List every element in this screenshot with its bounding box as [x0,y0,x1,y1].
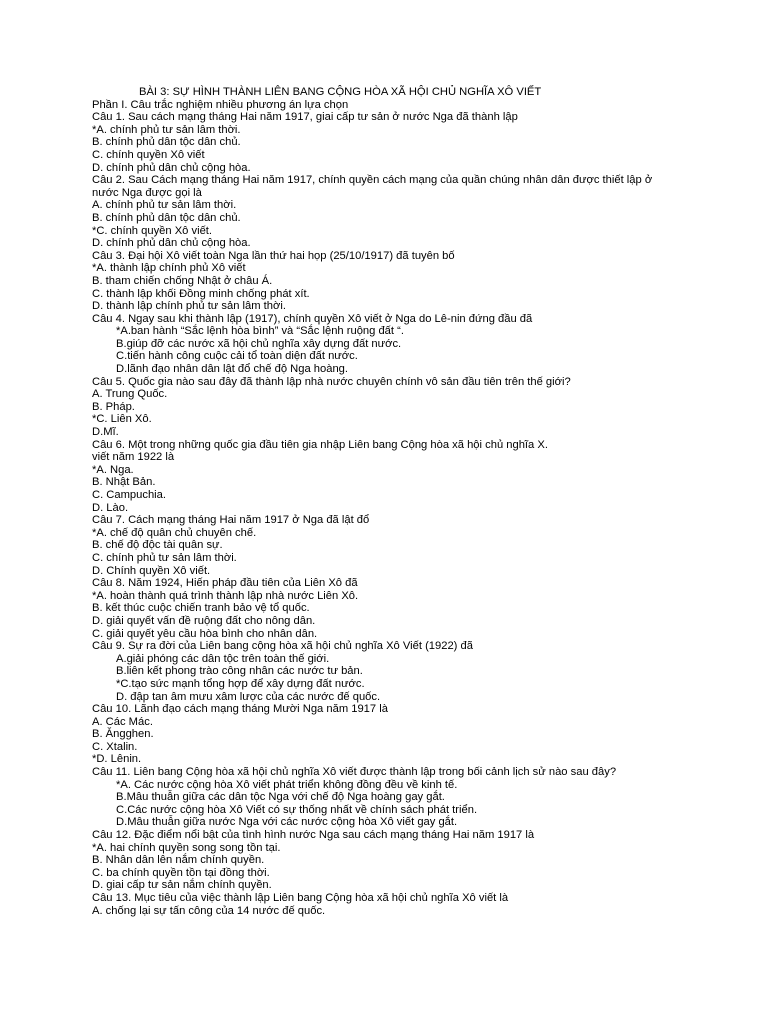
answer-line: D. giai cấp tư sản nắm chính quyền. [92,879,272,892]
answer-line: B.liên kết phong trào công nhân các nước tư bản. [116,665,363,678]
answer-line: B. Ăngghen. [92,728,154,741]
answer-line: *C. Liên Xô. [92,413,152,426]
answer-line: A. Các Mác. [92,715,153,728]
section-heading: Phần I. Câu trắc nghiệm nhiều phương án lựa chọn [92,98,349,111]
answer-line: B. tham chiến chống Nhật ở châu Á. [92,274,273,287]
answer-line: A. Trung Quốc. [92,388,168,401]
answer-line: C. Campuchia. [92,489,166,501]
answer-line: *C. chính quyền Xô viết. [92,224,213,237]
question-line: Câu 1. Sau cách mạng tháng Hai năm 1917, giai cấp tư sản ở nước Nga đã thành lập [92,111,518,124]
question-line: Câu 7. Cách mạng tháng Hai năm 1917 ở Nga đã lật đổ [92,514,370,527]
answer-line: *A. hoàn thành quá trình thành lập nhà nước Liên Xô. [92,589,359,602]
question-line: Câu 11. Liên bang Cộng hòa xã hội chủ nghĩa Xô viết được thành lập trong bối cảnh lịch sử nào sau đây? [92,766,617,779]
answer-line: C. chính phủ tư sản lâm thời. [92,551,237,564]
answer-line: D. thành lập chính phủ tư sản lâm thời. [92,300,286,313]
answer-line: D. Chính quyền Xô viết. [92,564,211,577]
question-line: Câu 2. Sau Cách mạng tháng Hai năm 1917, chính quyền cách mạng của quần chúng nhân dân được thiết lập ở [92,174,653,187]
answer-line: *D. Lênin. [92,753,142,766]
document-body [92,99,732,918]
answer-line: C. Xtalin. [92,740,138,753]
answer-line: B. chính phủ dân tộc dân chủ. [92,211,241,224]
answer-line: *A. hai chính quyền song song tồn tại. [92,841,281,854]
question-line: Câu 13. Mục tiêu của việc thành lập Liên bang Cộng hòa xã hội chủ nghĩa Xô viết là [92,892,509,904]
question-line: Câu 6. Một trong những quốc gia đầu tiên gia nhập Liên bang Cộng hòa xã hội chủ nghĩa X. [92,438,548,451]
question-line: Câu 10. Lãnh đạo cách mạng tháng Mười Nga năm 1917 là [92,703,388,716]
answer-line: D. giải quyết vấn đề ruộng đất cho nông dân. [92,614,316,627]
document-title: BÀI 3: SỰ HÌNH THÀNH LIÊN BANG CỘNG HÒA XÃ HỘI CHỦ NGHĨA XÔ VIẾT [139,86,542,98]
answer-line: B.Mâu thuẫn giữa các dân tộc Nga với chế độ Nga hoàng gay gắt. [116,791,445,804]
answer-line: B. Nhật Bản. [92,476,156,489]
answer-line: C.Các nước cộng hòa Xô Viết có sự thống nhất về chính sách phát triển. [116,803,478,816]
answer-line: C. thành lập khối Đồng minh chống phát xít. [92,287,310,300]
answer-line: C.tiến hành công cuộc cải tổ toàn diện đất nước. [116,350,358,363]
answer-line: A. chống lại sự tấn công của 14 nước đế quốc. [92,904,326,917]
answer-line: *A.ban hành “Sắc lệnh hòa bình” và “Sắc lệnh ruộng đất “. [116,325,404,338]
answer-line: C. ba chính quyền tồn tại đồng thời. [92,866,270,879]
answer-line: viết năm 1922 là [92,451,175,464]
answer-line: *A. thành lập chính phủ Xô viết [92,262,246,275]
answer-line: B. Pháp. [92,400,135,413]
question-line: Câu 12. Đặc điểm nổi bật của tình hình nước Nga sau cách mạng tháng Hai năm 1917 là [92,829,535,842]
answer-line: *A. Các nước cộng hòa Xô viết phát triển không đồng đều về kinh tế. [116,778,458,791]
answer-line: D. đập tan âm mưu xâm lược của các nước đế quốc. [116,690,381,703]
answer-line: D.Mĩ. [92,426,119,439]
answer-line: B. chế độ độc tài quân sự. [92,539,223,552]
answer-line: *A. Nga. [92,463,134,476]
document-page [92,86,732,917]
answer-line: B. Nhân dân lên nắm chính quyền. [92,854,265,867]
answer-line: *A. chính phủ tư sản lâm thời. [92,123,241,136]
answer-line: D.lãnh đạo nhân dân lật đổ chế độ Nga hoàng. [116,363,349,376]
answer-line: B. chính phủ dân tộc dân chủ. [92,136,241,149]
question-line: Câu 5. Quốc gia nào sau đây đã thành lập nhà nước chuyên chính vô sản đầu tiên trên thế giới? [92,375,571,388]
answer-line: B.giúp đỡ các nước xã hội chủ nghĩa xây dựng đất nước. [116,337,402,350]
answer-line: C. chính quyền Xô viết [92,148,205,161]
answer-line: C. giải quyết yêu cầu hòa bình cho nhân dân. [92,627,318,640]
answer-line: B. kết thúc cuộc chiến tranh bảo vệ tổ quốc. [92,602,310,615]
answer-line: nước Nga được gọi là [92,186,202,199]
answer-line: A.giải phóng các dân tộc trên toàn thế giới. [116,652,330,665]
answer-line: D. chính phủ dân chủ cộng hòa. [92,237,251,250]
question-line: Câu 9. Sự ra đời của Liên bang cộng hòa xã hội chủ nghĩa Xô Viết (1922) đã [92,640,473,653]
question-line: Câu 3. Đại hội Xô viết toàn Nga lần thứ hai họp (25/10/1917) đã tuyên bố [92,249,455,262]
question-line: Câu 4. Ngay sau khi thành lập (1917), chính quyền Xô viết ở Nga do Lê-nin đứng đầu đã [92,312,533,325]
question-line: Câu 8. Năm 1924, Hiến pháp đầu tiên của Liên Xô đã [92,577,358,590]
answer-line: *C.tạo sức mạnh tổng hợp để xây dựng đất nước. [116,677,365,690]
answer-line: D.Mâu thuẫn giữa nước Nga với các nước cộng hòa Xô viết gay gắt. [116,816,458,829]
answer-line: *A. chế độ quân chủ chuyên chế. [92,526,257,539]
answer-line: D. chính phủ dân chủ cộng hòa. [92,161,251,174]
answer-line: A. chính phủ tư sản lâm thời. [92,199,237,212]
answer-line: D. Lào. [92,501,129,514]
